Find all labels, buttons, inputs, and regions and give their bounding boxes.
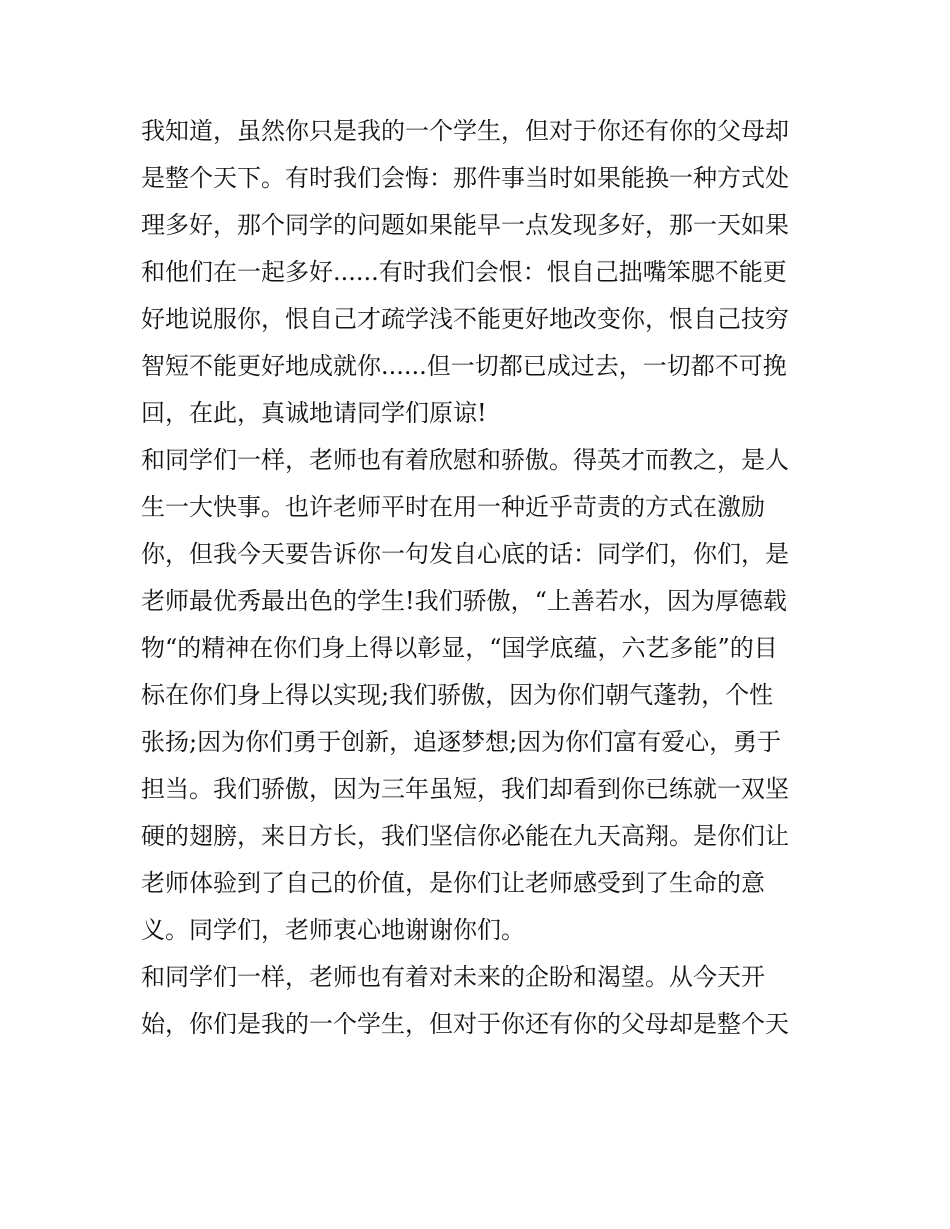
text-line: 是整个天下。有时我们会悔：那件事当时如果能换一种方式处	[141, 164, 789, 192]
text-line: 好地说服你，恨自己才疏学浅不能更好地改变你，恨自己技穷	[141, 305, 789, 333]
text-line: 回，在此，真诚地请同学们原谅!	[141, 399, 487, 427]
text-line: 智短不能更好地成就你......但一切都已成过去，一切都不可挽	[141, 352, 787, 380]
text-line: 和同学们一样，老师也有着欣慰和骄傲。得英才而教之，是人	[141, 446, 789, 474]
text-line: 和同学们一样，老师也有着对未来的企盼和渴望。从今天开	[141, 963, 765, 991]
text-line: 张扬;因为你们勇于创新，追逐梦想;因为你们富有爱心，勇于	[141, 728, 782, 756]
text-line: 我知道，虽然你只是我的一个学生，但对于你还有你的父母却	[141, 117, 789, 145]
text-line: 老师最优秀最出色的学生!我们骄傲，“上善若水，因为厚德载	[141, 587, 787, 615]
text-line: 你，但我今天要告诉你一句发自心底的话：同学们，你们，是	[141, 540, 789, 568]
text-line: 标在你们身上得以实现;我们骄傲，因为你们朝气蓬勃，个性	[141, 681, 774, 709]
text-line: 理多好，那个同学的问题如果能早一点发现多好，那一天如果	[141, 211, 789, 239]
text-line: 生一大快事。也许老师平时在用一种近乎苛责的方式在激励	[141, 493, 765, 521]
body-text	[141, 108, 813, 1048]
text-line: 担当。我们骄傲，因为三年虽短，我们却看到你已练就一双坚	[141, 775, 789, 803]
text-line: 老师体验到了自己的价值，是你们让老师感受到了生命的意	[141, 869, 765, 897]
text-line: 义。同学们，老师衷心地谢谢你们。	[141, 916, 525, 944]
text-line: 始，你们是我的一个学生，但对于你还有你的父母却是整个天	[141, 1010, 789, 1038]
text-line: 和他们在一起多好......有时我们会恨：恨自己拙嘴笨腮不能更	[141, 258, 787, 286]
text-line: 物“的精神在你们身上得以彰显，“国学底蕴，六艺多能”的目	[141, 634, 778, 662]
text-line: 硬的翅膀，来日方长，我们坚信你必能在九天高翔。是你们让	[141, 822, 789, 850]
